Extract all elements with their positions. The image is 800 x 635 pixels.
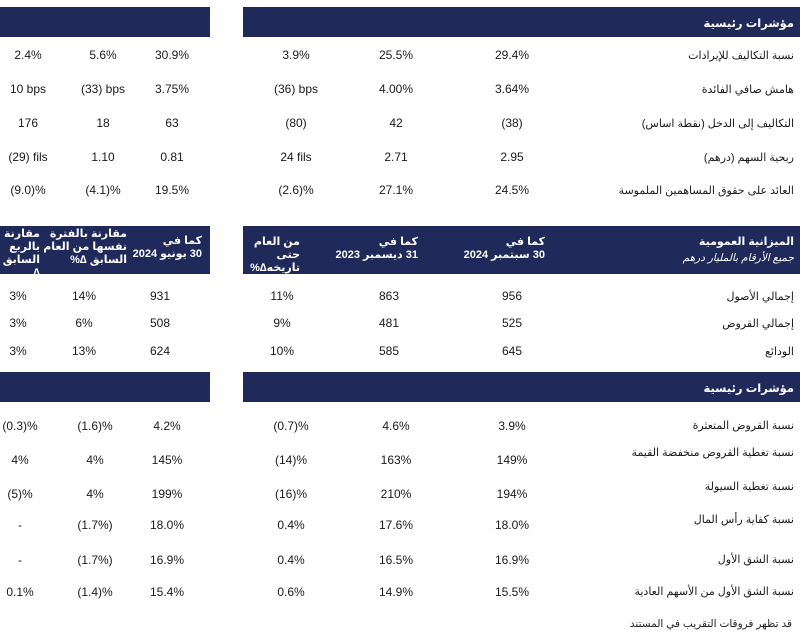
header-yoy: مقارنة بالفترة نفسها من العام السابق ∆%	[43, 228, 127, 266]
section2-header-left	[0, 226, 210, 279]
cell-c: 0.4%	[277, 518, 305, 532]
cell-d: 199%	[151, 487, 183, 501]
cell-ytd: (80)	[285, 116, 307, 130]
row-label: نسبة التكاليف للإيرادات	[688, 50, 794, 62]
row-label: نسبة الشق الأول من الأسهم العادية	[634, 586, 794, 598]
cell-b: 210%	[380, 487, 412, 501]
cell-c: (0.7)%	[273, 419, 309, 433]
cell-h1_2024: 0.81	[160, 150, 184, 164]
row-label: إجمالي القروض	[722, 318, 794, 330]
section3-title: مؤشرات رئيسية	[703, 383, 794, 395]
cell-h1_2024: 3.75%	[154, 82, 190, 96]
cell-d: 4.2%	[153, 419, 181, 433]
cell-c: 0.6%	[277, 585, 305, 599]
cell-q4_2023: 42	[389, 116, 403, 130]
cell-f: (0.3)%	[2, 419, 38, 433]
cell-h1_2024: 19.5%	[154, 183, 190, 197]
cell-d: 18.0%	[149, 518, 185, 532]
row-label: إجمالي الأصول	[726, 291, 794, 303]
cell-f: -	[18, 518, 22, 532]
cell-e: 4%	[86, 453, 104, 467]
cell-f: 4%	[11, 453, 29, 467]
cell-e: (1.4)%	[77, 585, 113, 599]
header-h1-2024: كما في 30 يونيو 2024	[132, 235, 202, 260]
section2-header-right	[243, 226, 800, 274]
cell-q4_2023: 27.1%	[378, 183, 414, 197]
cell-qoq: 10 bps	[9, 82, 47, 96]
cell-d: 508	[149, 316, 171, 330]
cell-q4_2023: 2.71	[384, 150, 408, 164]
header-qoq: مقارنة بالربع السابق ∆	[2, 228, 40, 279]
cell-c: (16)%	[274, 487, 307, 501]
row-label: التكاليف إلى الدخل (نقطة اساس)	[641, 118, 794, 130]
cell-a: 18.0%	[494, 518, 530, 532]
cell-f: 3%	[9, 316, 27, 330]
cell-qoq: 176	[17, 116, 39, 130]
cell-b: 16.5%	[378, 553, 414, 567]
cell-a: 956	[501, 289, 523, 303]
cell-e: (1.7%)	[77, 553, 113, 567]
cell-ytd: 3.9%	[282, 48, 310, 62]
cell-e: 14%	[71, 289, 97, 303]
cell-q4_2023: 25.5%	[378, 48, 414, 62]
cell-d: 624	[149, 344, 171, 358]
cell-c: (14)%	[274, 453, 307, 467]
cell-a: 16.9%	[494, 553, 530, 567]
section1-header-right	[243, 7, 800, 37]
cell-q3_2024: 3.64%	[494, 82, 530, 96]
cell-b: 14.9%	[378, 585, 414, 599]
cell-c: 9%	[273, 316, 291, 330]
cell-d: 931	[149, 289, 171, 303]
header-dec-2023: كما في 31 ديسمبر 2023	[335, 236, 418, 261]
cell-qoq: (9.0)%	[10, 183, 46, 197]
cell-b: 17.6%	[378, 518, 414, 532]
cell-c: 10%	[269, 344, 295, 358]
cell-e: (1.7%)	[77, 518, 113, 532]
balance-sheet-subtitle: جميع الأرقام بالمليار درهم	[682, 252, 794, 264]
cell-a: 525	[501, 316, 523, 330]
cell-q3_2024: 29.4%	[494, 48, 530, 62]
cell-f: (5)%	[7, 487, 33, 501]
cell-d: 15.4%	[149, 585, 185, 599]
cell-f: -	[18, 553, 22, 567]
cell-yoy: (4.1)%	[85, 183, 121, 197]
cell-b: 585	[378, 344, 400, 358]
cell-f: 3%	[9, 344, 27, 358]
row-label: ربحية السهم (درهم)	[703, 152, 794, 164]
footnote: قد تظهر فروقات التقريب في المستند	[629, 618, 792, 630]
cell-h1_2024: 63	[165, 116, 179, 130]
cell-f: 3%	[9, 289, 27, 303]
cell-b: 163%	[380, 453, 412, 467]
section3-header-left	[0, 372, 210, 402]
cell-e: 6%	[75, 316, 93, 330]
cell-ytd: 24 fils	[280, 150, 312, 164]
cell-c: 0.4%	[277, 553, 305, 567]
cell-q3_2024: (38)	[501, 116, 523, 130]
cell-qoq: 2.4%	[14, 48, 42, 62]
cell-e: 4%	[86, 487, 104, 501]
cell-c: 11%	[270, 289, 294, 303]
cell-f: 0.1%	[6, 585, 34, 599]
header-sep-2024: كما في 30 سبتمبر 2024	[463, 236, 545, 261]
row-label: نسبة تغطية السيولة	[704, 481, 794, 493]
cell-e: 13%	[71, 344, 97, 358]
cell-ytd: (2.6)%	[278, 183, 314, 197]
cell-q3_2024: 24.5%	[494, 183, 530, 197]
cell-d: 145%	[151, 453, 183, 467]
cell-yoy: 18	[96, 116, 110, 130]
cell-h1_2024: 30.9%	[154, 48, 190, 62]
row-label: هامش صافي الفائدة	[701, 84, 794, 96]
cell-b: 863	[378, 289, 400, 303]
row-label: نسبة تغطية القروض منخفضة القيمة	[631, 447, 794, 459]
row-label: الودائع	[765, 346, 794, 358]
cell-q4_2023: 4.00%	[378, 82, 414, 96]
balance-sheet-title: الميزانية العمومية	[698, 236, 794, 248]
cell-b: 4.6%	[382, 419, 410, 433]
cell-yoy: 1.10	[91, 150, 115, 164]
cell-e: (1.6)%	[77, 419, 113, 433]
cell-q3_2024: 2.95	[500, 150, 524, 164]
section1-title: مؤشرات رئيسية	[703, 18, 794, 30]
row-label: نسبة القروض المتعثرة	[692, 420, 794, 432]
section3-header-right	[243, 372, 800, 402]
cell-ytd: (36) bps	[273, 82, 319, 96]
cell-yoy: (33) bps	[80, 82, 126, 96]
cell-d: 16.9%	[149, 553, 185, 567]
cell-b: 481	[378, 316, 400, 330]
cell-a: 194%	[496, 487, 528, 501]
header-ytd: من العام حتى تاريخه∆%	[250, 236, 300, 274]
cell-yoy: 5.6%	[89, 48, 117, 62]
cell-qoq: (29) fils	[8, 150, 48, 164]
cell-a: 149%	[496, 453, 528, 467]
section1-header-left	[0, 7, 210, 37]
row-label: العائد على حقوق المساهمين الملموسة	[618, 185, 794, 197]
cell-a: 15.5%	[494, 585, 530, 599]
cell-a: 645	[501, 344, 523, 358]
row-label: نسبة كفاية رأس المال	[693, 514, 794, 526]
cell-a: 3.9%	[498, 419, 526, 433]
row-label: نسبة الشق الأول	[717, 554, 794, 566]
